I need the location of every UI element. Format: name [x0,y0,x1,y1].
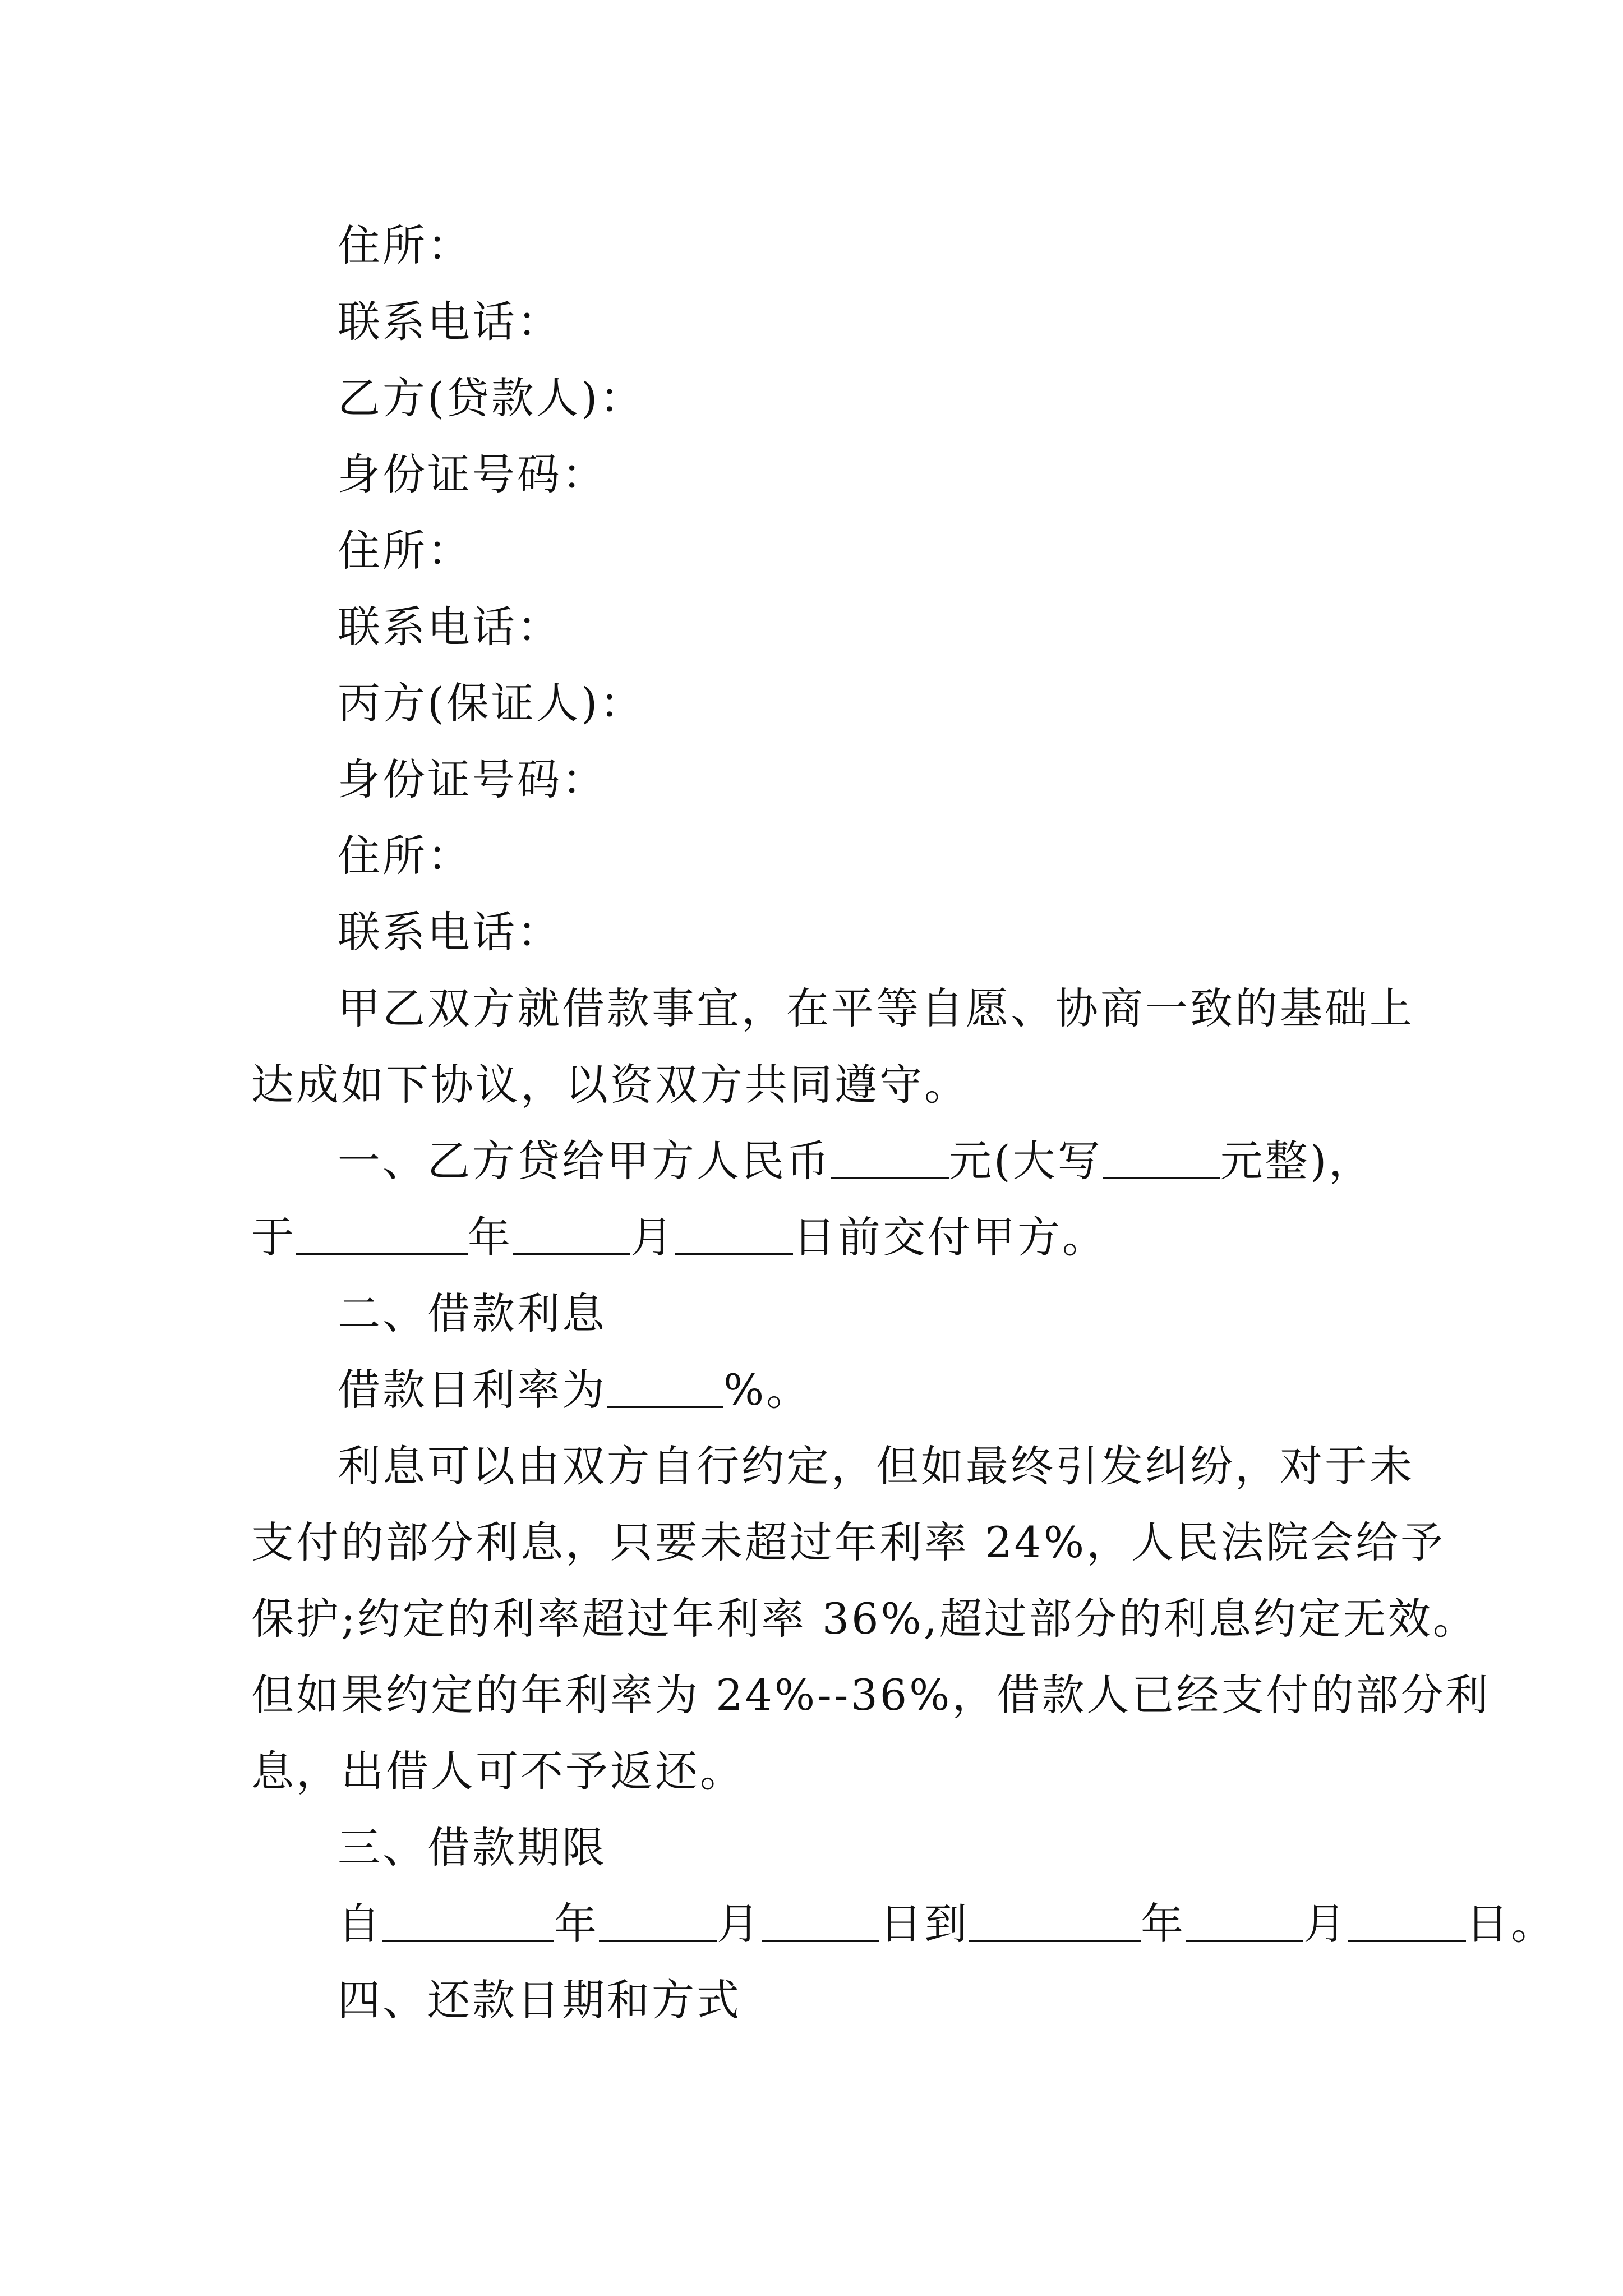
agreement-intro-line-1: 甲乙双方就借款事宜，在平等自愿、协商一致的基础上 [338,983,1414,1033]
party-c-address-label: 住所： [338,831,472,881]
end-month-blank[interactable] [1186,1904,1303,1942]
term-text: 日。 [1466,1899,1556,1949]
clause-4-title: 四、还款日期和方式 [338,1975,741,2025]
party-a-phone-label: 联系电话： [338,297,562,347]
daily-rate-label: 借款日利率为 [338,1365,607,1415]
clause-1-text: 元(大写 [949,1136,1103,1186]
start-day-blank[interactable] [762,1904,879,1942]
interest-paragraph-line: 息，出借人可不予返还。 [251,1746,745,1796]
interest-paragraph-line: 支付的部分利息，只要未超过年利率 24%，人民法院会给予 [251,1517,1446,1567]
daily-rate-line [251,1352,1390,1428]
party-b-label: 乙方(贷款人)： [338,373,645,423]
party-a-address-label: 住所： [338,220,472,270]
clause-1-text: 一、乙方贷给甲方人民币 [338,1136,831,1186]
party-b-address-label: 住所： [338,526,472,576]
party-c-id-label: 身份证号码： [338,754,607,804]
clause-1-line-1 [251,1123,1390,1199]
term-text: 日到 [879,1899,969,1949]
party-b-phone-label: 联系电话： [338,602,562,652]
clause-1-text: 元整)， [1220,1136,1374,1186]
term-text: 年 [1141,1899,1186,1949]
term-text: 年 [554,1899,599,1949]
clause-1-text: 于 [251,1212,296,1262]
start-year-blank[interactable] [382,1904,554,1942]
party-c-label: 丙方(保证人)： [338,678,645,728]
delivery-month-blank[interactable] [513,1217,630,1255]
interest-paragraph-line: 保护;约定的利率超过年利率 36%,超过部分的利息约定无效。 [251,1594,1478,1644]
party-b-id-label: 身份证号码： [338,449,607,499]
end-day-blank[interactable] [1348,1904,1466,1942]
clause-1-text: 年 [468,1212,513,1262]
end-year-blank[interactable] [969,1904,1141,1942]
term-text: 自 [338,1899,382,1949]
delivery-day-blank[interactable] [675,1217,793,1255]
party-c-phone-label: 联系电话： [338,907,562,957]
start-month-blank[interactable] [599,1904,717,1942]
clause-3-title: 三、借款期限 [338,1823,607,1872]
clause-1-text: 月 [630,1212,675,1262]
interest-paragraph-line: 利息可以由双方自行约定，但如最终引发纠纷，对于未 [338,1441,1414,1491]
term-text: 月 [1303,1899,1348,1949]
agreement-intro-line-2: 达成如下协议，以资双方共同遵守。 [251,1060,969,1110]
term-text: 月 [717,1899,762,1949]
daily-rate-blank[interactable] [607,1370,723,1408]
daily-rate-suffix: %。 [723,1365,811,1415]
amount-blank[interactable] [831,1141,949,1179]
amount-capital-blank[interactable] [1103,1141,1220,1179]
clause-2-title: 二、借款利息 [338,1289,607,1338]
document-body [251,208,1556,2039]
interest-paragraph-line: 但如果约定的年利率为 24%--36%，借款人已经支付的部分利 [251,1670,1491,1720]
clause-1-text: 日前交付甲方。 [793,1212,1107,1262]
delivery-year-blank[interactable] [296,1217,468,1255]
clause-1-line-2 [251,1199,1390,1276]
loan-term-line [251,1886,1556,1962]
